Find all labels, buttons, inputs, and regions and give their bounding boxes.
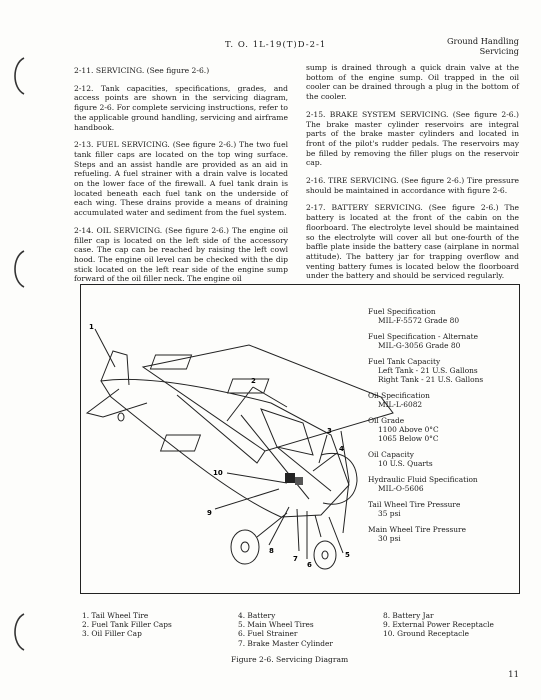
spec-label: Fuel Specification xyxy=(368,307,436,316)
spec-value: 1100 Above 0°C xyxy=(378,425,439,434)
spec-main-wheel-pressure xyxy=(368,525,516,543)
legend-column xyxy=(383,611,494,639)
paragraph-2-13: 2-13. FUEL SERVICING. (See figure 2-6.) The two fuel tank filler caps are located on the top wing surface. Steps and an assist handle are provided as an aid in refueling. A fuel strainer with a drain valve is located on the lower face of the firewall. A fuel tank drain is located beneath each fuel tank on the underside of each wing. These drains provide a means of draining accumulated water and sediment from the fuel system. xyxy=(74,140,288,218)
spec-value: MIL-F-5572 Grade 80 xyxy=(378,316,460,325)
legend-item: 7. Brake Master Cylinder xyxy=(238,638,333,648)
document-number: T. O. 1L-19(T)D-2-1 xyxy=(225,40,327,50)
legend-column xyxy=(238,611,333,648)
section-subtitle: Servicing xyxy=(479,46,519,56)
spec-value: 35 psi xyxy=(378,509,401,518)
spec-label: Tail Wheel Tire Pressure xyxy=(368,500,461,509)
legend-item: 2. Fuel Tank Filler Caps xyxy=(82,620,172,630)
section-header xyxy=(447,36,519,56)
spec-label: Fuel Tank Capacity xyxy=(368,357,441,366)
spec-label: Oil Specification xyxy=(368,391,430,400)
paragraph-2-16: 2-16. TIRE SERVICING. (See figure 2-6.) Tire pressure should be maintained in accordance with figure 2-6. xyxy=(306,176,519,195)
spec-oil-grade xyxy=(368,416,516,443)
servicing-diagram xyxy=(80,284,520,594)
spec-value: Right Tank - 21 U.S. Gallons xyxy=(378,375,484,384)
spec-label: Oil Grade xyxy=(368,416,405,425)
spec-value: MIL-L-6082 xyxy=(378,400,423,409)
spec-value: 30 psi xyxy=(378,534,401,543)
servicing-specifications xyxy=(368,307,516,550)
spec-value: 1065 Below 0°C xyxy=(378,434,439,443)
callout-9: 9 xyxy=(207,509,212,517)
legend-item: 4. Battery xyxy=(238,611,276,620)
callout-4: 4 xyxy=(339,445,344,453)
spec-tail-wheel-pressure xyxy=(368,500,516,518)
spec-label: Oil Capacity xyxy=(368,450,414,459)
spec-label: Main Wheel Tire Pressure xyxy=(368,525,466,534)
spec-value: MIL-G-3056 Grade 80 xyxy=(378,341,461,350)
legend-item: 3. Oil Filler Cap xyxy=(82,629,142,639)
callout-5: 5 xyxy=(345,551,350,559)
callout-7: 7 xyxy=(293,555,298,563)
right-text-column xyxy=(306,63,519,289)
paragraph-2-14-cont: sump is drained through a quick drain valve at the bottom of the engine sump. Oil trapped in the oil cooler can be drained through a plug in the bottom of the cooler. xyxy=(306,63,519,102)
paragraph-2-17: 2-17. BATTERY SERVICING. (See figure 2-6.) The battery is located at the front of the cabin on the floorboard. The electrolyte level should be maintained so the electrolyte will cover all but one-fourth of the baffle plate inside the battery case (airplane in normal attitude). The battery jar for trapping overflow and venting battery fumes is located below the floorboard under the battery and should be serviced regularly. xyxy=(306,203,519,281)
spec-oil xyxy=(368,391,516,409)
callout-10: 10 xyxy=(213,469,223,477)
spec-value: 10 U.S. Quarts xyxy=(378,459,433,468)
binder-ring-mark xyxy=(10,56,28,96)
legend-item: 9. External Power Receptacle xyxy=(383,620,494,630)
paragraph-2-12: 2-12. Tank capacities, specifications, grades, and access points are shown in the servicing diagram, figure 2-6. For complete servicing instructions, refer to the applicable ground handling, servicing and airframe handbook. xyxy=(74,83,288,132)
spec-oil-capacity xyxy=(368,450,516,468)
legend-item: 5. Main Wheel Tires xyxy=(238,620,314,630)
spec-fuel xyxy=(368,307,516,325)
figure-caption: Figure 2-6. Servicing Diagram xyxy=(231,655,349,664)
spec-label: Hydraulic Fluid Specification xyxy=(368,475,478,484)
legend-item: 8. Battery Jar xyxy=(383,611,434,620)
spec-value: Left Tank - 21 U.S. Gallons xyxy=(378,366,478,375)
callout-2: 2 xyxy=(251,377,256,385)
legend-item: 6. Fuel Strainer xyxy=(238,629,298,639)
paragraph-2-15: 2-15. BRAKE SYSTEM SERVICING. (See figure 2-6.) The brake master cylinder reservoirs are integral parts of the brake master cylinders and located in front of the pilot's rudder pedals. The reservoirs may be filled by removing the filler plugs on the reservoir cap. xyxy=(306,109,519,168)
legend-item: 10. Ground Receptacle xyxy=(383,629,470,639)
legend-column xyxy=(82,611,172,639)
left-text-column xyxy=(74,66,288,292)
spec-fuel-tank-capacity xyxy=(368,357,516,384)
section-title: Ground Handling xyxy=(446,36,519,46)
spec-label: Fuel Specification - Alternate xyxy=(368,332,478,341)
paragraph-2-11: 2-11. SERVICING. (See figure 2-6.) xyxy=(74,66,210,75)
binder-ring-mark xyxy=(10,612,28,652)
callout-8: 8 xyxy=(269,547,274,555)
legend-item: 1. Tail Wheel Tire xyxy=(82,611,149,620)
spec-value: MIL-O-5606 xyxy=(378,484,424,493)
paragraph-2-14: 2-14. OIL SERVICING. (See figure 2-6.) The engine oil filler cap is located on the left side of the accessory case. The cap can be reached by raising the left cowl hood. The engine oil level can be checked with the dip stick located on the left rear side of the engine sump forward of the oil filler neck. The engine oil xyxy=(74,225,288,284)
callout-6: 6 xyxy=(307,561,312,569)
callout-1: 1 xyxy=(89,323,94,331)
spec-fuel-alternate xyxy=(368,332,516,350)
callout-3: 3 xyxy=(327,427,332,435)
page-number: 11 xyxy=(508,670,519,680)
binder-ring-mark xyxy=(10,249,28,289)
spec-hydraulic-fluid xyxy=(368,475,516,493)
